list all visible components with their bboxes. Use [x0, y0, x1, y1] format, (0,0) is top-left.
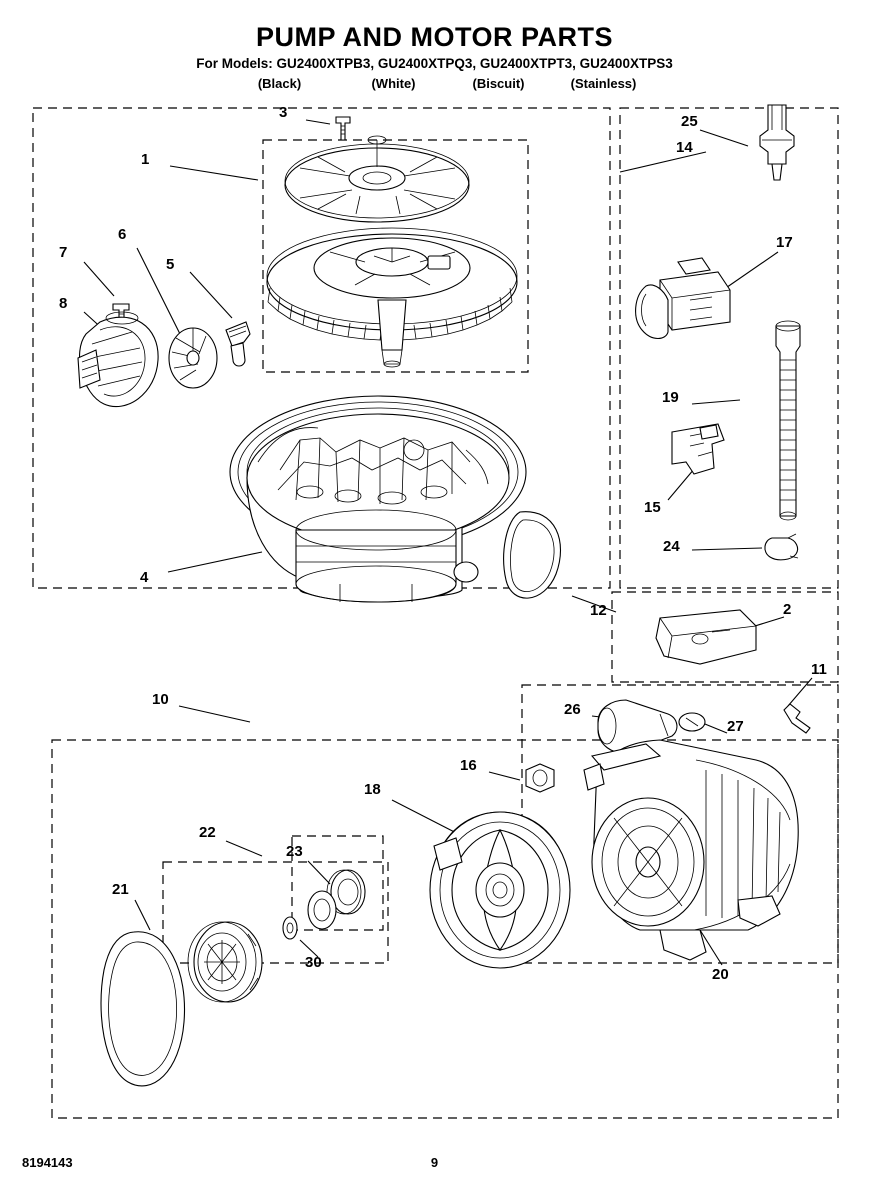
color-white: (White): [371, 76, 416, 91]
models-line: For Models: GU2400XTPB3, GU2400XTPQ3, GU2400XTPT3, GU2400XTPS3: [196, 56, 673, 71]
part-16-nut: [526, 764, 554, 792]
callout-26: 26: [564, 701, 581, 718]
color-stainless: (Stainless): [570, 76, 637, 91]
callout-15: 15: [644, 499, 661, 516]
part-5-cap: [226, 322, 250, 366]
callout-5: 5: [166, 256, 175, 273]
callout-17: 17: [776, 234, 793, 251]
part-6-chopper: [169, 328, 217, 388]
part-22-seal: [188, 922, 262, 1002]
color-black: (Black): [257, 76, 302, 91]
callout-2: 2: [783, 601, 792, 618]
footer-page-number: 9: [430, 1155, 439, 1170]
color-biscuit: (Biscuit): [472, 76, 525, 91]
part-19-drain-hose: [776, 321, 800, 520]
part-23-bearing: [308, 870, 365, 929]
callout-7: 7: [59, 244, 68, 261]
callout-25: 25: [681, 113, 698, 130]
part-24-clamp: [765, 534, 798, 560]
callout-6: 6: [118, 226, 127, 243]
callout-10: 10: [152, 691, 169, 708]
callout-1: 1: [141, 151, 150, 168]
callout-8: 8: [59, 295, 68, 312]
callout-21: 21: [112, 881, 129, 898]
part-25-clamp: [760, 105, 794, 180]
callout-27: 27: [727, 718, 744, 735]
page-title: PUMP AND MOTOR PARTS: [255, 22, 614, 52]
part-15-bracket: [672, 424, 724, 474]
callout-14: 14: [676, 139, 693, 156]
part-1-feed-assembly: [267, 228, 517, 367]
callout-30: 30: [305, 954, 322, 971]
callout-23: 23: [286, 843, 303, 860]
part-8-chopper-housing: [78, 312, 158, 407]
part-21-o-ring: [101, 932, 185, 1086]
callout-19: 19: [662, 389, 679, 406]
part-11-screw: [784, 704, 810, 733]
part-18-impeller: [430, 812, 570, 968]
callout-4: 4: [140, 569, 149, 586]
part-12-gasket: [504, 512, 561, 598]
part-2-cover: [656, 610, 756, 664]
part-4-sump: [230, 396, 526, 602]
part-17-sensor: [636, 258, 730, 339]
part-30-washer: [283, 917, 297, 939]
callout-22: 22: [199, 824, 216, 841]
callout-3: 3: [279, 104, 288, 121]
callout-18: 18: [364, 781, 381, 798]
footer-part-code: 8194143: [22, 1155, 73, 1170]
callout-11: 11: [811, 661, 827, 678]
callout-16: 16: [460, 757, 477, 774]
callout-12: 12: [590, 602, 607, 619]
part-1-spray-arm: [285, 136, 469, 222]
callout-20: 20: [712, 966, 729, 983]
part-3-screw: [336, 117, 350, 140]
callout-24: 24: [663, 538, 680, 555]
